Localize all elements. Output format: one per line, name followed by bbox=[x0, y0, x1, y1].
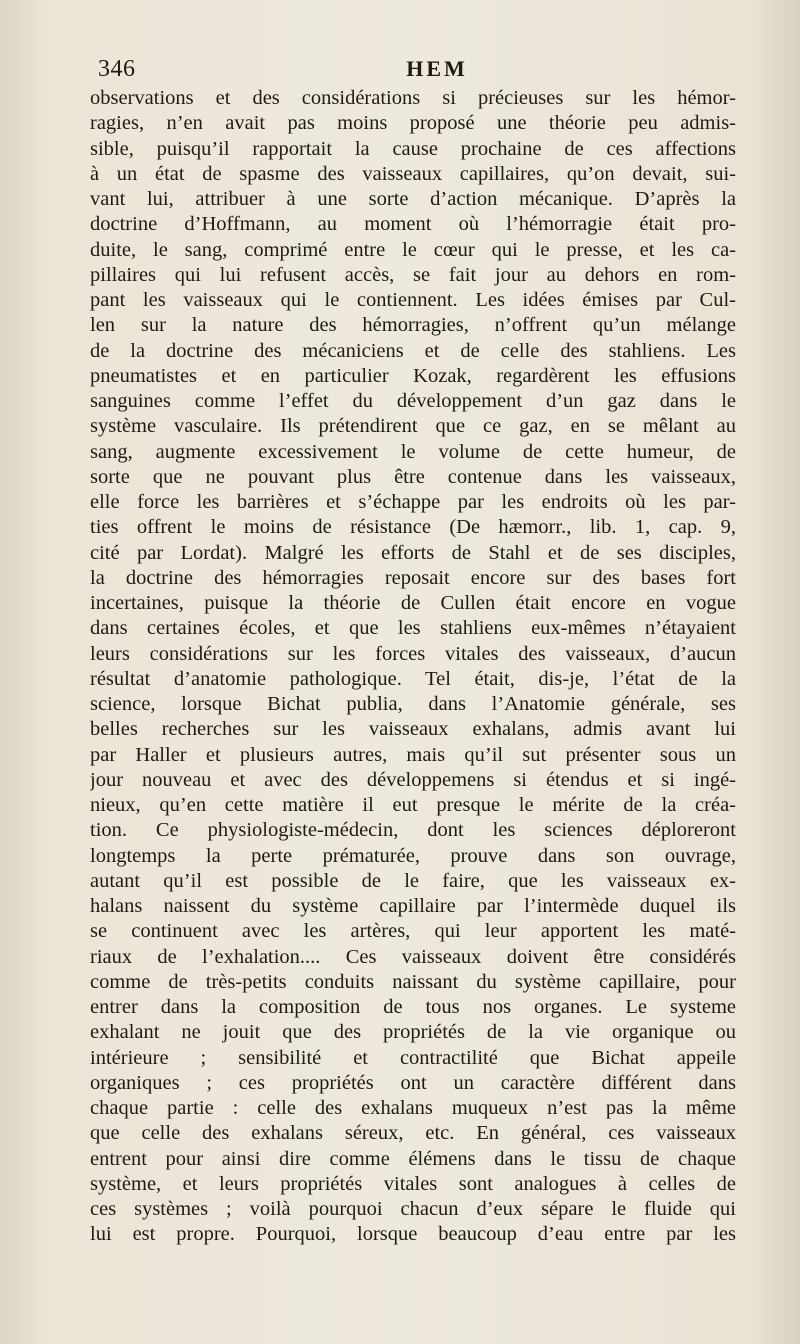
page-number: 346 bbox=[98, 56, 136, 82]
text-line: riaux de l’exhalation.... Ces vaisseaux doivent être considérés bbox=[90, 945, 736, 968]
text-line: ties offrent le moins de résistance (De hæmorr., lib. 1, cap. 9, bbox=[90, 516, 736, 539]
text-line: sang, augmente excessivement le volume de cette humeur, de bbox=[90, 440, 736, 463]
text-line: dans certaines écoles, et que les stahliens eux-mêmes n’étayaient bbox=[90, 617, 736, 640]
text-line: observations et des considérations si précieuses sur les hémor- bbox=[90, 87, 736, 109]
text-line: len sur la nature des hémorragies, n’offrent qu’un mélange bbox=[90, 314, 736, 337]
text-line: duite, le sang, comprimé entre le cœur qui le presse, et les ca- bbox=[90, 238, 736, 261]
text-line: nieux, qu’en cette matière il eut presque le mérite de la créa- bbox=[90, 794, 736, 816]
text-line: leurs considérations sur les forces vitales des vaisseaux, d’aucun bbox=[90, 642, 736, 665]
text-line: incertaines, puisque la théorie de Cullen était encore en vogue bbox=[90, 592, 736, 614]
text-line: ragies, n’en avait pas moins proposé une théorie peu admis- bbox=[90, 112, 736, 135]
text-line: organiques ; ces propriétés ont un caractère différent dans bbox=[90, 1071, 736, 1094]
text-line: pillaires qui lui refusent accès, se fait jour au dehors en rom- bbox=[90, 263, 736, 286]
text-line: que celle des exhalans séreux, etc. En général, ces vaisseaux bbox=[90, 1122, 736, 1145]
text-line: comme de très-petits conduits naissant du système capillaire, pour bbox=[90, 970, 736, 993]
text-line: chaque partie : celle des exhalans muqueux n’est pas la même bbox=[90, 1097, 736, 1119]
text-line: jour nouveau et avec des développemens si étendus et si ingé- bbox=[90, 768, 736, 791]
text-line: sorte que ne pouvant plus être contenue dans les vaisseaux, bbox=[90, 465, 736, 488]
text-line: se continuent avec les artères, qui leur apportent les maté- bbox=[90, 920, 736, 943]
text-line: exhalant ne jouit que des propriétés de la vie organique ou bbox=[90, 1021, 736, 1044]
text-line: pneumatistes et en particulier Kozak, regardèrent les effusions bbox=[90, 364, 736, 387]
running-head: HEM bbox=[406, 56, 468, 81]
text-line: de la doctrine des mécaniciens et de celle des stahliens. Les bbox=[90, 339, 736, 362]
text-line: par Haller et plusieurs autres, mais qu’il sut présenter sous un bbox=[90, 743, 736, 766]
text-line: la doctrine des hémorragies reposait encore sur des bases fort bbox=[90, 566, 736, 589]
text-line: longtemps la perte prématurée, prouve dans son ouvrage, bbox=[90, 844, 736, 867]
text-line: résultat d’anatomie pathologique. Tel était, dis-je, l’état de la bbox=[90, 667, 736, 690]
text-line: système, et leurs propriétés vitales sont analogues à celles de bbox=[90, 1172, 736, 1195]
text-line: elle force les barrières et s’échappe par les endroits où les par- bbox=[90, 491, 736, 513]
text-line: sanguines comme l’effet du développement d’un gaz dans le bbox=[90, 390, 736, 412]
text-line: entrent pour ainsi dire comme élémens dans le tissu de chaque bbox=[90, 1147, 736, 1170]
text-line: ces systèmes ; voilà pourquoi chacun d’eux sépare le fluide qui bbox=[90, 1198, 736, 1220]
text-line: système vasculaire. Ils prétendirent que ce gaz, en se mêlant au bbox=[90, 415, 736, 438]
text-line: tion. Ce physiologiste-médecin, dont les sciences déploreront bbox=[90, 819, 736, 842]
text-line: science, lorsque Bichat publia, dans l’Anatomie générale, ses bbox=[90, 693, 736, 715]
text-line: entrer dans la composition de tous nos organes. Le systeme bbox=[90, 996, 736, 1018]
text-line: pant les vaisseaux qui le contiennent. Les idées émises par Cul- bbox=[90, 289, 736, 311]
text-line: sible, puisqu’il rapportait la cause prochaine de ces affections bbox=[90, 137, 736, 160]
text-line: intérieure ; sensibilité et contractilité que Bichat appeile bbox=[90, 1046, 736, 1069]
text-line: belles recherches sur les vaisseaux exhalans, admis avant lui bbox=[90, 718, 736, 741]
text-line: autant qu’il est possible de le faire, que les vaisseaux ex- bbox=[90, 869, 736, 892]
text-line: cité par Lordat). Malgré les efforts de Stahl et de ses disciples, bbox=[90, 541, 736, 564]
page-header bbox=[98, 56, 736, 86]
text-line: doctrine d’Hoffmann, au moment où l’hémorragie était pro- bbox=[90, 213, 736, 236]
text-line: halans naissent du système capillaire par l’intermède duquel ils bbox=[90, 895, 736, 917]
text-line: à un état de spasme des vaisseaux capillaires, qu’on devait, sui- bbox=[90, 162, 736, 185]
body-text bbox=[90, 86, 736, 1248]
text-line: lui est propre. Pourquoi, lorsque beaucoup d’eau entre par les bbox=[90, 1223, 736, 1246]
text-line: vant lui, attribuer à une sorte d’action mécanique. D’après la bbox=[90, 188, 736, 210]
